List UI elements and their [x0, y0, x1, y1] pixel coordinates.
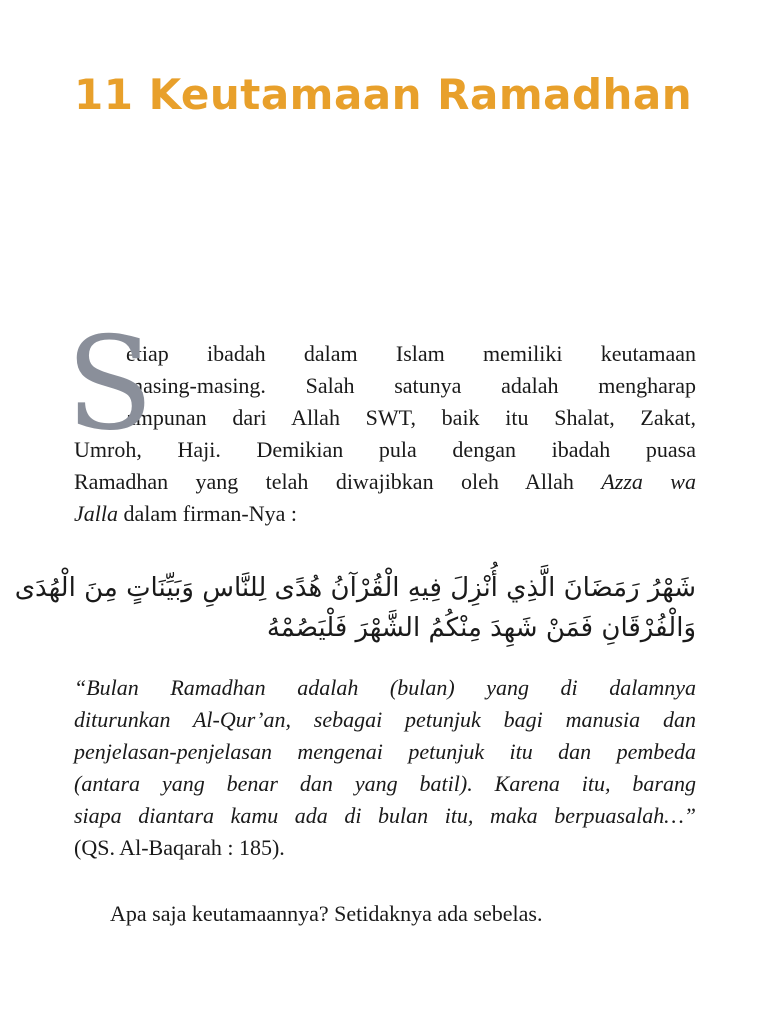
intro-line-4: Umroh, Haji. Demikian pula dengan ibadah puasa — [74, 437, 696, 462]
intro-line-3: ampunan dari Allah SWT, baik itu Shalat, Zakat, — [126, 405, 696, 430]
translation-line-1: “Bulan Ramadhan adalah (bulan) yang di dalamnya — [74, 675, 696, 700]
translation-line-2: diturunkan Al-Qur’an, sebagai petunjuk bagi manusia dan — [74, 707, 696, 732]
page-title: 11 Keutamaan Ramadhan — [74, 70, 693, 119]
intro-line-6-italic: Jalla — [74, 501, 118, 526]
intro-line-5-text: Ramadhan yang telah diwajibkan oleh Allah — [74, 469, 574, 494]
arabic-verse-line-1: شَهْرُ رَمَضَانَ الَّذِي أُنْزِلَ فِيهِ الْقُرْآنُ هُدًى لِلنَّاسِ وَبَيِّنَاتٍ مِنَ الْهُدَى — [14, 573, 696, 603]
intro-line-5 — [74, 466, 696, 498]
drop-cap: S — [66, 310, 154, 459]
translation-line-5: siapa diantara kamu ada di bulan itu, maka berpuasalah…” — [74, 803, 696, 828]
translation-line-3: penjelasan-penjelasan mengenai petunjuk itu dan pembeda — [74, 739, 696, 764]
intro-line-5-italic: Azza wa — [601, 469, 696, 494]
translation-line-4: (antara yang benar dan yang batil). Karena itu, barang — [74, 771, 696, 796]
citation: (QS. Al-Baqarah : 185). — [74, 835, 285, 860]
intro-line-6-text: dalam firman-Nya : — [118, 501, 297, 526]
intro-line-2: masing-masing. Salah satunya adalah mengharap — [126, 373, 696, 398]
translation-quote — [74, 672, 696, 864]
intro-line-6 — [74, 498, 696, 530]
closing-sentence: Apa saja keutamaannya? Setidaknya ada sebelas. — [110, 901, 543, 926]
intro-line-1: etiap ibadah dalam Islam memiliki keutamaan — [126, 341, 696, 366]
arabic-verse-line-2: وَالْفُرْقَانِ فَمَنْ شَهِدَ مِنْكُمُ الشَّهْرَ فَلْيَصُمْهُ — [266, 613, 696, 643]
intro-paragraph — [66, 310, 696, 530]
arabic-verse — [14, 568, 696, 648]
